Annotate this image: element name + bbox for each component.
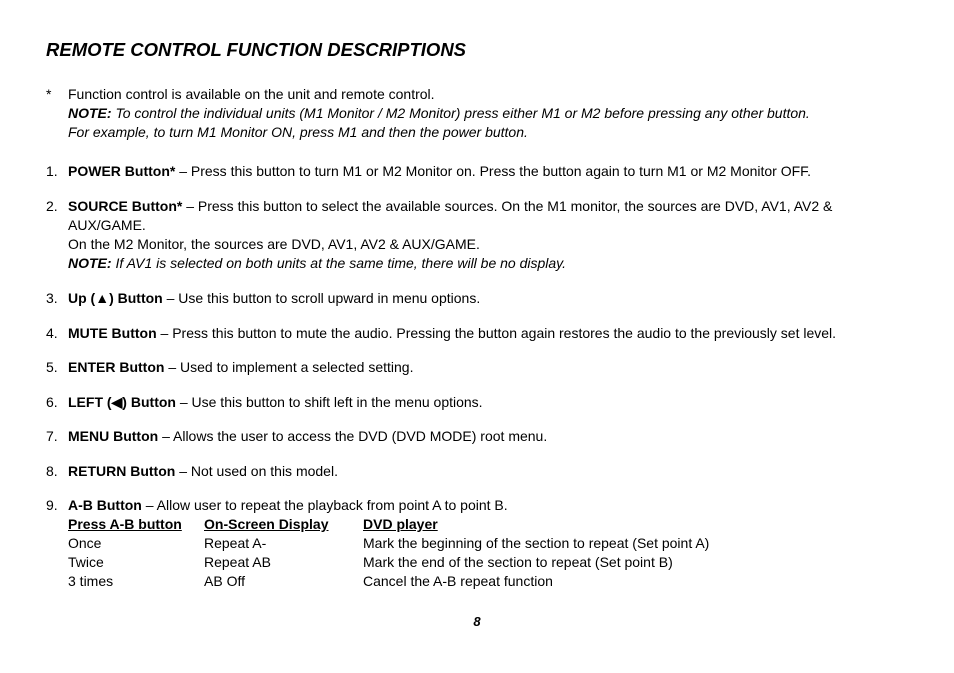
item-number: 2. [46,198,58,214]
intro-note-line [68,104,918,123]
note-label: NOTE: [68,255,112,271]
item-content [68,197,918,273]
item-label: RETURN Button [68,463,176,479]
item-content [68,427,918,446]
intro-content [68,85,918,142]
item-content [68,462,918,481]
item-content [68,496,918,515]
item-text: – Allows the user to access the DVD (DVD MODE) root menu. [158,428,548,444]
table-cell: Mark the end of the section to repeat (Set point B) [363,554,673,570]
item-content [68,289,918,308]
table-cell: AB Off [204,573,245,589]
item-content [68,324,918,343]
item-text: – Use this button to shift left in the menu options. [175,394,483,410]
table-cell: Mark the beginning of the section to repeat (Set point A) [363,535,710,551]
item-content [68,358,918,377]
table-row [68,572,763,591]
page-number: 8 [473,614,481,629]
item-text-line3: On the M2 Monitor, the sources are DVD, AV1, AV2 & AUX/GAME. [68,236,480,252]
item-label: Up (▲) Button [68,290,163,306]
item-text: – Used to implement a selected setting. [164,359,414,375]
item-content [68,393,918,412]
item-number: 5. [46,359,58,375]
item-label: POWER Button* [68,163,176,179]
item-text: – Press this button to select the available sources. On the M1 monitor, the sources are DVD, AV1, AV2 & [182,198,833,214]
intro-note-line2: For example, to turn M1 Monitor ON, press M1 and then the power button. [68,124,528,140]
item-note-line [68,254,918,273]
item-number: 8. [46,463,58,479]
intro-line: Function control is available on the unit and remote control. [68,86,435,102]
table-cell: Cancel the A-B repeat function [363,573,553,589]
item-text: – Allow user to repeat the playback from point A to point B. [141,497,508,513]
item-label: SOURCE Button* [68,198,183,214]
note-text: To control the individual units (M1 Monitor / M2 Monitor) press either M1 or M2 before pressing any other button. [111,105,810,121]
table-cell: Repeat A- [204,535,267,551]
page-title: REMOTE CONTROL FUNCTION DESCRIPTIONS [46,39,467,60]
table-cell: Repeat AB [204,554,271,570]
item-number: 4. [46,325,58,341]
column-header: DVD player [363,516,438,532]
item-label: MUTE Button [68,325,157,341]
item-content [68,162,918,181]
item-number: 1. [46,163,58,179]
table-cell: Once [68,535,102,551]
ab-repeat-table [68,515,763,591]
note-label: NOTE: [68,105,112,121]
intro-marker: * [46,86,52,102]
item-text: – Use this button to scroll upward in menu options. [162,290,481,306]
item-number: 6. [46,394,58,410]
item-text: – Not used on this model. [175,463,338,479]
item-text-line2: AUX/GAME. [68,217,146,233]
item-number: 9. [46,497,58,513]
item-label: MENU Button [68,428,159,444]
item-label: LEFT (◀) Button [68,394,176,410]
item-number: 3. [46,290,58,306]
item-label: ENTER Button [68,359,165,375]
column-header: Press A-B button [68,516,182,532]
item-text: – Press this button to mute the audio. Pressing the button again restores the audio to the previously set level. [156,325,837,341]
table-row [68,553,763,572]
item-text: – Press this button to turn M1 or M2 Monitor on. Press the button again to turn M1 or M2 Monitor OFF. [175,163,812,179]
note-text: If AV1 is selected on both units at the same time, there will be no display. [111,255,567,271]
table-cell: Twice [68,554,104,570]
table-cell: 3 times [68,573,114,589]
table-row [68,534,763,553]
column-header: On-Screen Display [204,516,329,532]
table-header-row [68,515,763,534]
item-label: A-B Button [68,497,142,513]
item-number: 7. [46,428,58,444]
